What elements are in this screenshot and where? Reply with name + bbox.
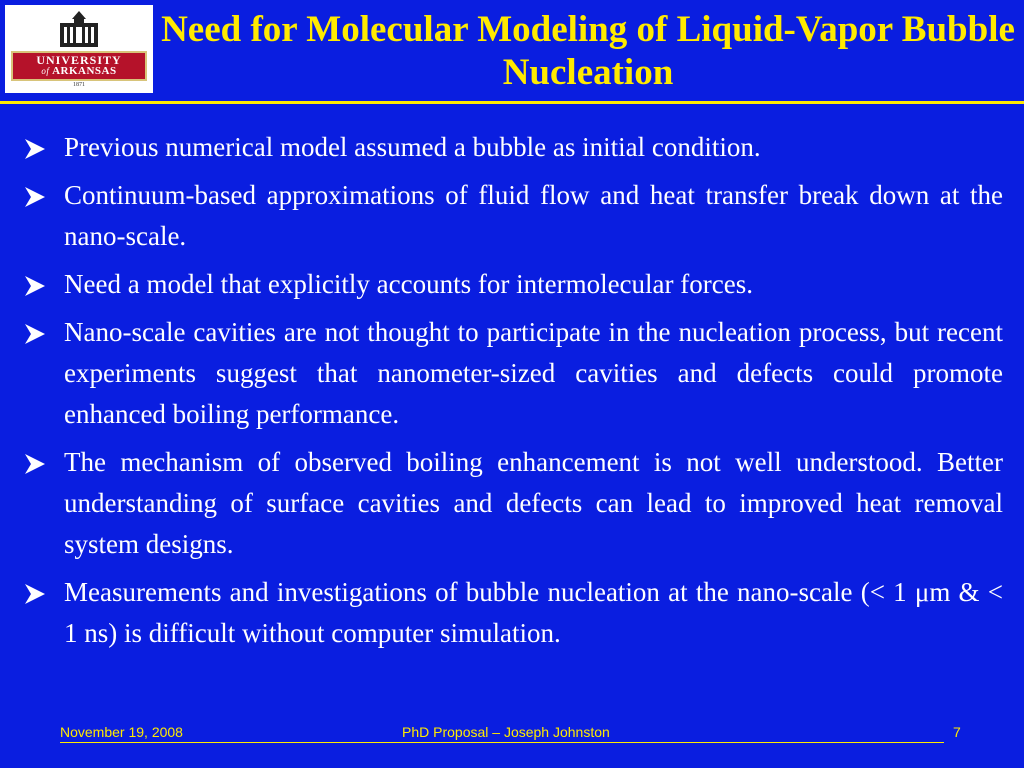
slide-footer bbox=[60, 724, 944, 743]
footer-date: November 19, 2008 bbox=[60, 724, 183, 740]
arrowhead-bullet-icon bbox=[24, 186, 46, 208]
logo-line2 bbox=[41, 66, 116, 77]
arrowhead-bullet-icon bbox=[24, 323, 46, 345]
footer-presentation-title: PhD Proposal – Joseph Johnston bbox=[402, 724, 610, 740]
bullet-item bbox=[24, 572, 1003, 654]
arrowhead-bullet-icon bbox=[24, 275, 46, 297]
bullet-item bbox=[24, 264, 1003, 305]
bullet-text: Need a model that explicitly accounts for intermolecular forces. bbox=[64, 269, 753, 299]
title-divider bbox=[0, 101, 1024, 104]
slide-title: Need for Molecular Modeling of Liquid-Vapor Bubble Nucleation bbox=[161, 9, 1015, 93]
bullet-item bbox=[24, 442, 1003, 565]
old-main-building-icon bbox=[56, 9, 102, 49]
arrowhead-bullet-icon bbox=[24, 138, 46, 160]
logo-established: 1871 bbox=[73, 82, 85, 88]
bullet-item bbox=[24, 175, 1003, 257]
bullet-item bbox=[24, 312, 1003, 435]
logo-line1: UNIVERSITY bbox=[36, 53, 122, 67]
slide-number: 7 bbox=[953, 724, 961, 740]
bullet-text: Continuum-based approximations of fluid flow and heat transfer break down at the nano-scale. bbox=[64, 180, 1003, 251]
bullet-text: Previous numerical model assumed a bubble as initial condition. bbox=[64, 132, 761, 162]
bullet-list bbox=[24, 127, 1003, 661]
university-of-arkansas-logo bbox=[5, 5, 153, 93]
bullet-text: Nano-scale cavities are not thought to participate in the nucleation process, but recent experiments suggest that nanometer-sized cavities and defects could promote enhanced boiling performance. bbox=[64, 317, 1003, 429]
bullet-text: The mechanism of observed boiling enhancement is not well understood. Better understanding of surface cavities and defects can lead to improved heat removal system designs. bbox=[64, 447, 1003, 559]
logo-line2-prefix: of bbox=[41, 66, 50, 76]
bullet-item bbox=[24, 127, 1003, 168]
bullet-text: Measurements and investigations of bubble nucleation at the nano-scale (< 1 μm & < 1 ns) is difficult without computer simulation. bbox=[64, 577, 1003, 648]
arrowhead-bullet-icon bbox=[24, 453, 46, 475]
arrowhead-bullet-icon bbox=[24, 583, 46, 605]
logo-line2-text: ARKANSAS bbox=[52, 65, 117, 77]
logo-wordmark bbox=[11, 51, 147, 81]
